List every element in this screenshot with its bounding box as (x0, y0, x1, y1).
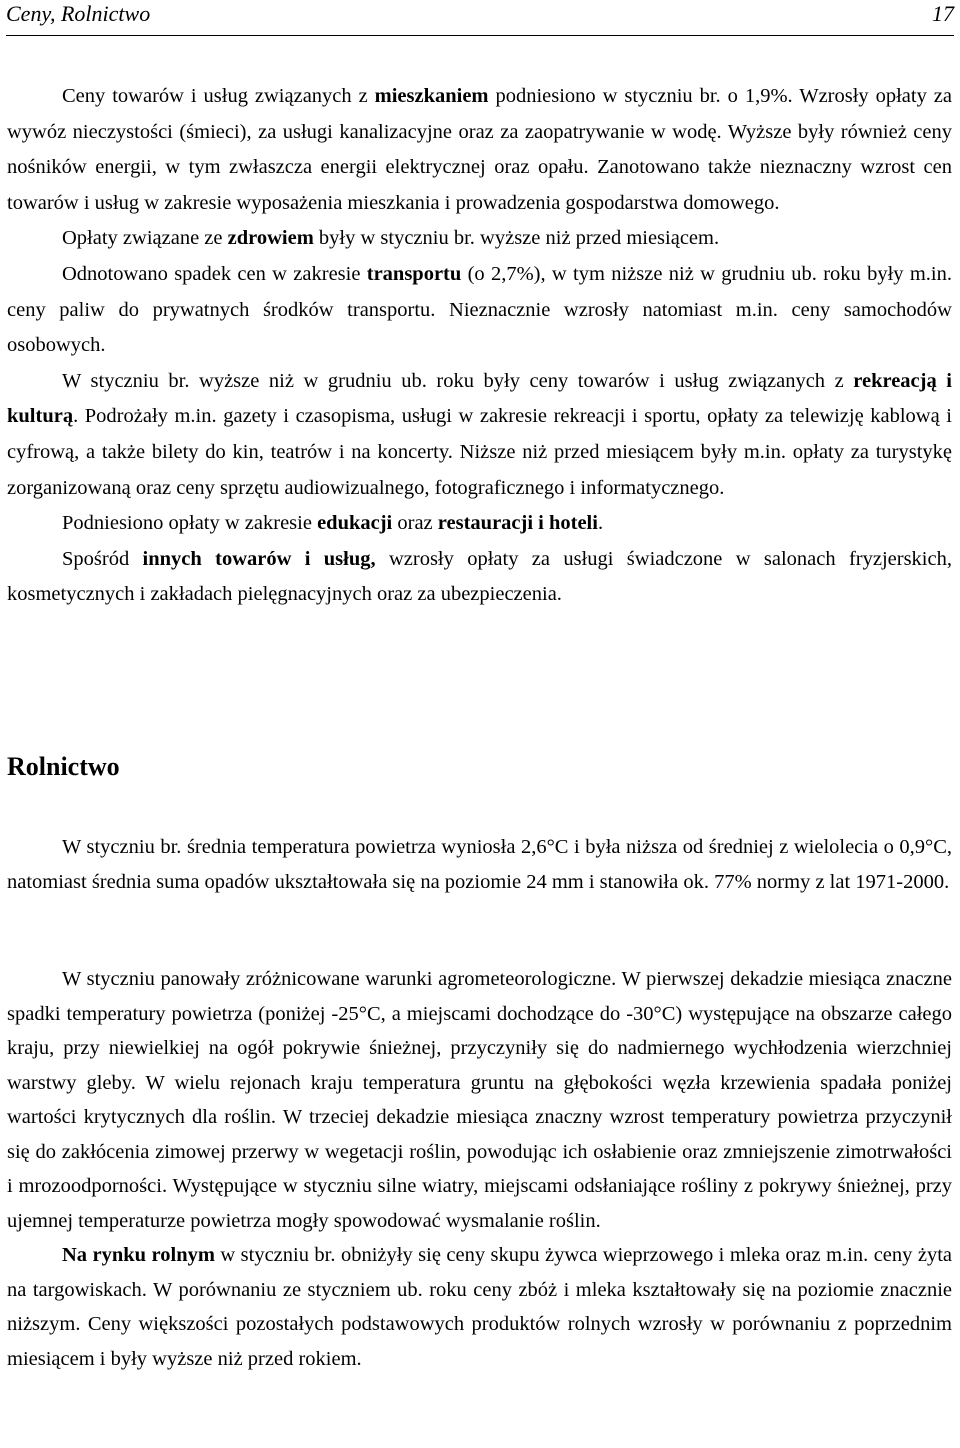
text: wzrosły opłaty za usługi świadczone w salonach fryzjerskich, kosmetycznych i zakładach pielęgnacyjnych oraz za ubezpieczenia. (7, 547, 952, 606)
text: Opłaty związane ze (62, 227, 228, 250)
text: Ceny towarów i usług związanych z (62, 85, 375, 107)
keyword-recreation: rekreacją i kulturą (7, 369, 952, 428)
keyword-education: edukacji (317, 512, 393, 535)
keyword-restaurants: restauracji i hoteli (437, 512, 598, 535)
page-number: 17 (932, 1, 954, 26)
text: podniesiono w styczniu br. o 1,9%. Wzrosły opłaty za wywóz nieczystości (śmieci), za usługi kanalizacyjne oraz za zaopatrywanie w wodę. Wyższe były również ceny nośników energii, w tym zwłaszcza energii elektrycznej oraz opału. Zanotowano także nieznaczny wzrost cen towarów i usług w zakresie wyposażenia mieszkania i prowadzenia gospodarstwa domowego. (7, 85, 952, 214)
paragraph-market (7, 1238, 952, 1376)
header-divider (6, 35, 954, 36)
keyword-transport: transportu (366, 262, 462, 285)
text: . (597, 512, 604, 535)
paragraph-education (7, 506, 952, 542)
text: Spośród (62, 547, 143, 570)
keyword-other: innych towarów i usług, (142, 547, 376, 570)
paragraph-agrometeorology: W styczniu panowały zróżnicowane warunki agrometeorologiczne. W pierwszej dekadzie miesiąca znaczne spadki temperatury powietrza (poniżej -25°C, a miejscami dochodzące do -30°C) występujące na obszarze całego kraju, przy niewielkiej na ogół pokrywie śnieżnej, przyczyniły się do nadmiernego wychłodzenia wierzchniej warstwy gleby. W wielu rejonach kraju temperatura gruntu na głębokości węzła krzewienia spadała poniżej wartości krytycznych dla roślin. W trzeciej dekadzie miesiąca znaczny wzrost temperatury powietrza przyczynił się do zakłócenia zimowej przerwy w wegetacji roślin, powodując ich osłabienie oraz zmniejszenie zimotrwałości i mrozoodporności. Występujące w styczniu silne wiatry, miejscami odsłaniające rośliny z pokrywy śnieżnej, przy ujemnej temperaturze powietrza mogły spowodować wysmalanie roślin. (7, 968, 952, 1232)
keyword-health: zdrowiem (227, 227, 314, 250)
text: w styczniu br. obniżyły się ceny skupu żywca wieprzowego i mleka oraz m.in. ceny żyta na targowiskach. W porównaniu ze styczniem ub. roku ceny zbóż i mleka kształtowały się na poziomie znacznie niższym. Ceny większości pozostałych podstawowych produktów rolnych wzrosły w porównaniu z poprzednim miesiącem i były wyższe niż przed rokiem. (7, 1244, 953, 1370)
agriculture-details (7, 962, 952, 1376)
section-heading: Rolnictwo (7, 752, 120, 781)
text: Podniesiono opłaty w zakresie (62, 512, 318, 535)
keyword-market: Na rynku rolnym (62, 1244, 215, 1266)
text: Odnotowano spadek cen w zakresie (62, 262, 367, 285)
paragraph-housing (7, 79, 952, 221)
text: (o 2,7%), w tym niższe niż w grudniu ub. roku były m.in. ceny paliw do prywatnych środków transportu. Nieznacznie wzrosły natomiast m.in. ceny samochodów osobowych. (7, 262, 952, 357)
keyword-housing: mieszkaniem (374, 85, 489, 107)
paragraph-recreation (7, 364, 952, 506)
text: były w styczniu br. wyższe niż przed miesiącem. (313, 227, 720, 250)
text: . Podrożały m.in. gazety i czasopisma, usługi w zakresie rekreacji i sportu, opłaty za telewizję kablową i cyfrową, a także bilety do kin, teatrów i na koncerty. Niższe niż przed miesiącem były m.in. opłaty za turystykę zorganizowaną oraz ceny sprzętu audiowizualnego, fotograficznego i informatycznego. (7, 405, 952, 499)
paragraph-transport (7, 257, 952, 364)
paragraph-other (7, 542, 952, 613)
page-header (6, 0, 954, 34)
prices-section (7, 79, 952, 613)
text: W styczniu br. wyższe niż w grudniu ub. roku były ceny towarów i usług związanych z (62, 369, 854, 392)
paragraph-health (7, 221, 952, 257)
paragraph-temperature: W styczniu br. średnia temperatura powietrza wyniosła 2,6°C i była niższa od średniej z wielolecia o 0,9°C, natomiast średnia suma opadów ukształtowała się na poziomie 24 mm i stanowiła ok. 77% normy z lat 1971-2000. (7, 836, 952, 893)
text: oraz (392, 512, 438, 535)
agriculture-weather (7, 830, 952, 899)
running-title: Ceny, Rolnictwo (6, 1, 151, 26)
